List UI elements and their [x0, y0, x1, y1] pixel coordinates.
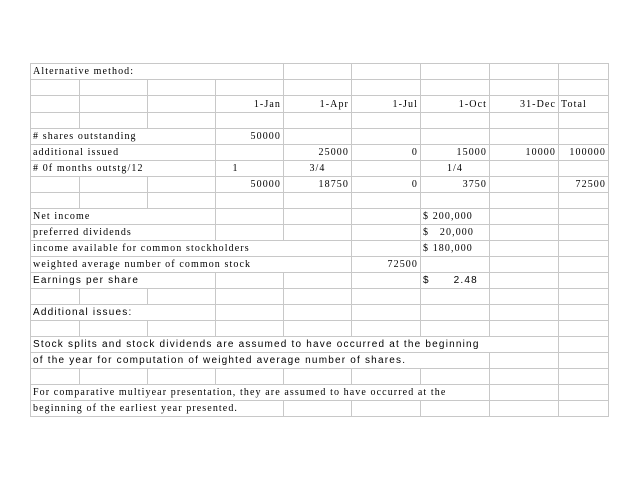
- notes-heading-row: [31, 305, 609, 321]
- cell-value[interactable]: 10000: [490, 145, 559, 161]
- cell-value[interactable]: 72500: [352, 257, 421, 273]
- note-text[interactable]: Stock splits and stock dividends are assumed to have occurred at the beginning: [31, 337, 559, 353]
- months-outstanding-row: [31, 161, 609, 177]
- row-label[interactable]: income available for common stockholders: [31, 241, 352, 257]
- sheet-row: [31, 289, 609, 305]
- cell-value[interactable]: 15000: [421, 145, 490, 161]
- row-label[interactable]: Net income: [31, 209, 216, 225]
- date-jan[interactable]: 1-Jan: [216, 96, 284, 113]
- eps-row: [31, 273, 609, 289]
- cell-value[interactable]: $ 200,000: [421, 209, 490, 225]
- cell-value[interactable]: 3/4: [284, 161, 352, 177]
- date-apr[interactable]: 1-Apr: [284, 96, 352, 113]
- date-jul[interactable]: 1-Jul: [352, 96, 421, 113]
- sheet-row: [31, 321, 609, 337]
- cell-value[interactable]: 0: [352, 145, 421, 161]
- net-income-row: [31, 209, 609, 225]
- spreadsheet-grid: [30, 63, 609, 417]
- cell-value[interactable]: 18750: [284, 177, 352, 193]
- row-label[interactable]: # 0f months outstg/12: [31, 161, 216, 177]
- sheet-row: [31, 64, 609, 80]
- note-text[interactable]: For comparative multiyear presentation, they are assumed to have occurred at the: [31, 385, 490, 401]
- weighted-average-row: [31, 257, 609, 273]
- row-label[interactable]: preferred dividends: [31, 225, 216, 241]
- note-row: [31, 401, 609, 417]
- cell-value[interactable]: 0: [352, 177, 421, 193]
- sheet-row: [31, 193, 609, 209]
- date-dec[interactable]: 31-Dec: [490, 96, 559, 113]
- cell-value[interactable]: 50000: [216, 129, 284, 145]
- available-income-row: [31, 241, 609, 257]
- cell-value[interactable]: 72500: [559, 177, 609, 193]
- cell-value[interactable]: 100000: [559, 145, 609, 161]
- date-header-row: [31, 96, 609, 113]
- cell-value[interactable]: 50000: [216, 177, 284, 193]
- sheet-title[interactable]: Alternative method:: [31, 64, 216, 80]
- note-row: [31, 337, 609, 353]
- row-label[interactable]: additional issued: [31, 145, 216, 161]
- date-oct[interactable]: 1-Oct: [421, 96, 490, 113]
- cell-value[interactable]: 25000: [284, 145, 352, 161]
- shares-outstanding-row: [31, 129, 609, 145]
- sheet-row: [31, 113, 609, 129]
- additional-issued-row: [31, 145, 609, 161]
- note-text[interactable]: beginning of the earliest year presented.: [31, 401, 284, 417]
- row-label[interactable]: # shares outstanding: [31, 129, 216, 145]
- note-row: [31, 353, 609, 369]
- cell-value[interactable]: $ 20,000: [421, 225, 490, 241]
- note-row: [31, 385, 609, 401]
- note-text[interactable]: of the year for computation of weighted average number of shares.: [31, 353, 490, 369]
- cell-value[interactable]: 1/4: [421, 161, 490, 177]
- notes-heading[interactable]: Additional issues:: [31, 305, 216, 321]
- cell-value[interactable]: $ 2.48: [421, 273, 490, 289]
- row-label[interactable]: Earnings per share: [31, 273, 216, 289]
- row-label[interactable]: weighted average number of common stock: [31, 257, 352, 273]
- preferred-dividends-row: [31, 225, 609, 241]
- sheet-row: [31, 369, 609, 385]
- cell-value[interactable]: 3750: [421, 177, 490, 193]
- cell-value[interactable]: 1: [216, 161, 284, 177]
- date-total[interactable]: Total: [559, 96, 609, 113]
- sheet-row: [31, 80, 609, 96]
- weighted-row: [31, 177, 609, 193]
- cell-value[interactable]: $ 180,000: [421, 241, 490, 257]
